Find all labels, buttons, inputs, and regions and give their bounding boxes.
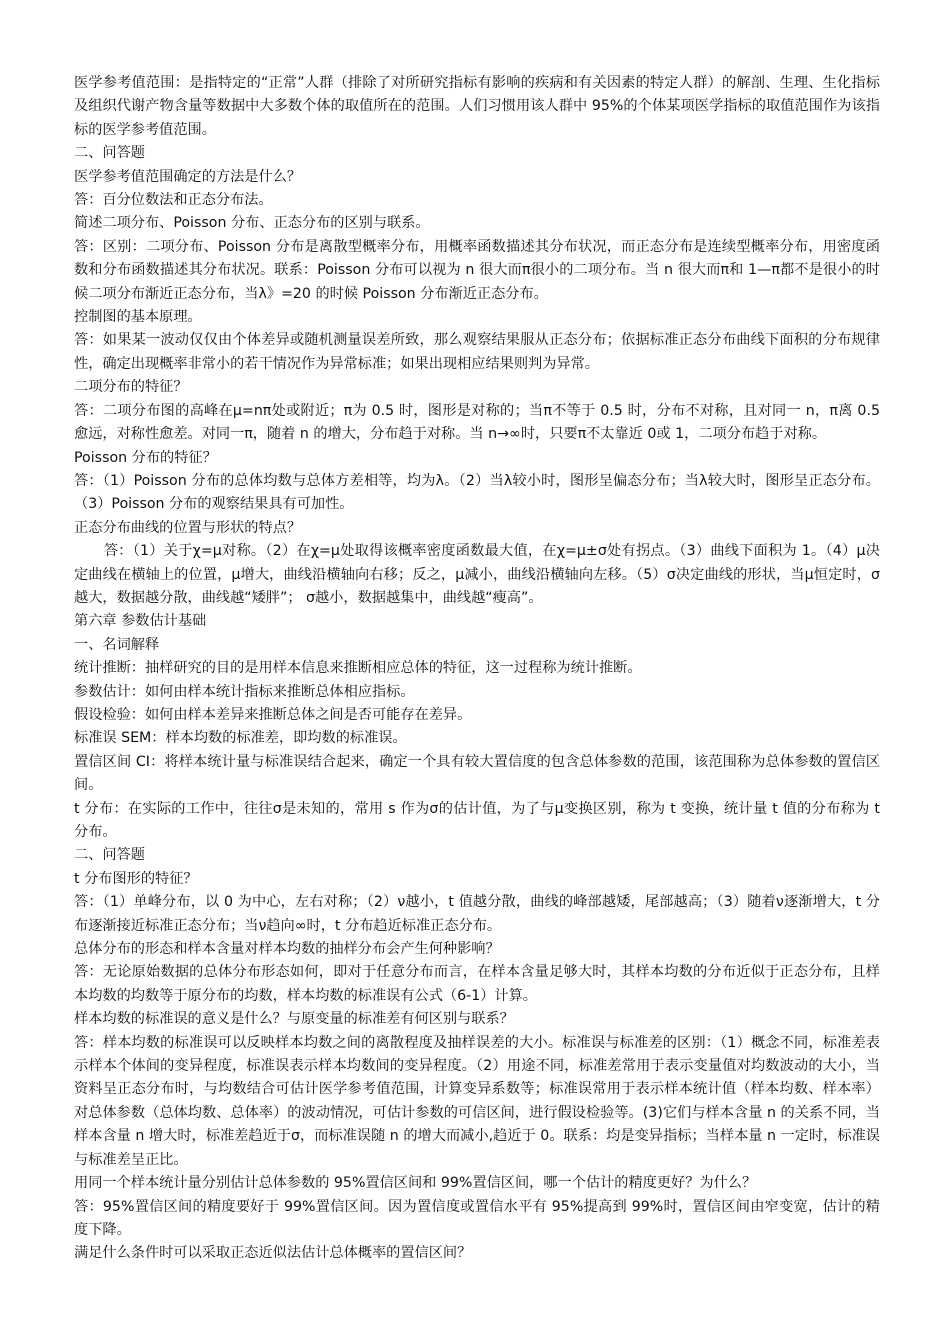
- section-heading: 一、名词解释: [74, 636, 160, 653]
- paragraph: 医学参考值范围：是指特定的“正常”人群（排除了对所研究指标有影响的疾病和有关因素的特定人群）的解剖、生理、生化指标及组织代谢产物含量等数据中大多数个体的取值所在的范围。人们习惯用该人群中 95%的个体某项医学指标的取值范围作为该指标的医学参考值范围。: [74, 75, 880, 138]
- question: Poisson 分布的特征？: [74, 449, 217, 466]
- question: 正态分布曲线的位置与形状的特点？: [74, 519, 302, 536]
- definition: t 分布：在实际的工作中，往往σ是未知的，常用 s 作为σ的估计值，为了与μ变换区别，称为 t 变换，统计量 t 值的分布称为 t 分布。: [74, 800, 880, 840]
- answer: 答：百分位数法和正态分布法。: [74, 192, 273, 209]
- section-heading: 二、问答题: [74, 847, 145, 864]
- question: 二项分布的特征？: [74, 379, 188, 396]
- answer: 答：如果某一波动仅仅由个体差异或随机测量误差所致，那么观察结果服从正态分布；依据标准正态分布曲线下面积的分布规律性，确定出现概率非常小的若干情况作为异常标准；如果出现相应结果则判为异常。: [74, 332, 880, 372]
- question: 总体分布的形态和样本含量对样本均数的抽样分布会产生何种影响？: [74, 941, 500, 958]
- answer: 答：区别：二项分布、Poisson 分布是离散型概率分布，用概率函数描述其分布状况，而正态分布是连续型概率分布，用密度函数和分布函数描述其分布状况。联系：Poisson 分布可以视为 n 很大而π很小的二项分布。当 n 很大而π和 1—π都不是很小的时候二项分布渐近正态分布，当λ》=20 的时候 Poisson 分布渐近正态分布。: [74, 238, 880, 302]
- answer: 答：样本均数的标准误可以反映样本均数之间的离散程度及抽样误差的大小。标准误与标准差的区别：（1）概念不同，标准差表示样本个体间的变异程度，标准误表示样本均数间的变异程度。（2）用途不同，标准差常用于表示变量值对均数波动的大小，当资料呈正态分布时，与均数结合可估计医学参考值范围，计算变异系数等；标准误常用于表示样本统计值（样本均数、样本率）对总体参数（总体均数、总体率）的波动情况，可估计参数的可信区间，进行假设检验等。(3)它们与样本含量 n 的关系不同，当样本含量 n 增大时，标准差趋近于σ，而标准误随 n 的增大而减小,趋近于 0。联系：均是变异指标；当样本量 n 一定时，标准误与标准差呈正比。: [74, 1034, 880, 1168]
- chapter-heading: 第六章 参数估计基础: [74, 613, 207, 630]
- answer: 答：（1）Poisson 分布的总体均数与总体方差相等，均为λ。（2）当λ较小时，图形呈偏态分布；当λ较大时，图形呈正态分布。（3）Poisson 分布的观察结果具有可加性。: [74, 472, 880, 513]
- answer: 答：（1）关于χ=μ对称。（2）在χ=μ处取得该概率密度函数最大值，在χ=μ±σ处有拐点。（3）曲线下面积为 1。（4）μ决定曲线在横轴上的位置，μ增大，曲线沿横轴向右移；反之，μ减小，曲线沿横轴向左移。（5）σ决定曲线的形状，当μ恒定时，σ越大，数据越分散，曲线越“矮胖”； σ越小，数据越集中，曲线越“瘦高”。: [74, 543, 880, 606]
- question: t 分布图形的特征？: [74, 870, 198, 887]
- question: 满足什么条件时可以采取正态近似法估计总体概率的置信区间？: [74, 1245, 472, 1262]
- question: 控制图的基本原理。: [74, 309, 202, 326]
- question: 医学参考值范围确定的方法是什么？: [74, 168, 302, 185]
- definition: 标准误 SEM：样本均数的标准差，即均数的标准误。: [74, 730, 407, 747]
- answer: 答：无论原始数据的总体分布形态如何，即对于任意分布而言，在样本含量足够大时，其样本均数的分布近似于正态分布，且样本均数的均数等于原分布的均数，样本均数的标准误有公式（6-1）计算。: [74, 964, 880, 1004]
- definition: 统计推断：抽样研究的目的是用样本信息来推断相应总体的特征，这一过程称为统计推断。: [74, 660, 642, 677]
- question: 样本均数的标准误的意义是什么？与原变量的标准差有何区别与联系？: [74, 1011, 514, 1028]
- answer: 答：二项分布图的高峰在μ=nπ处或附近；π为 0.5 时，图形是对称的；当π不等于 0.5 时，分布不对称，且对同一 n，π离 0.5 愈远，对称性愈差。对同一π，随着 n 的增大，分布趋于对称。当 n→∞时，只要π不太靠近 0或 1，二项分布趋于对称。: [74, 402, 880, 443]
- section-heading: 二、问答题: [74, 145, 145, 162]
- answer: 答：95%置信区间的精度要好于 99%置信区间。因为置信度或置信水平有 95%提高到 99%时，置信区间由窄变宽，估计的精度下降。: [74, 1198, 880, 1238]
- question: 简述二项分布、Poisson 分布、正态分布的区别与联系。: [74, 215, 430, 232]
- question: 用同一个样本统计量分别估计总体参数的 95%置信区间和 99%置信区间，哪一个估计的精度更好？为什么？: [74, 1175, 757, 1192]
- definition: 参数估计：如何由样本统计指标来推断总体相应指标。: [74, 683, 415, 700]
- definition: 置信区间 CI：将样本统计量与标准误结合起来，确定一个具有较大置信度的包含总体参数的范围，该范围称为总体参数的置信区间。: [74, 753, 880, 794]
- document-body: [74, 72, 880, 1266]
- definition: 假设检验：如何由样本差异来推断总体之间是否可能存在差异。: [74, 706, 472, 723]
- answer: 答：（1）单峰分布，以 0 为中心，左右对称；（2）ν越小，t 值越分散，曲线的峰部越矮，尾部越高；（3）随着ν逐渐增大，t 分布逐渐接近标准正态分布；当ν趋向∞时，t 分布趋近标准正态分布。: [74, 894, 880, 934]
